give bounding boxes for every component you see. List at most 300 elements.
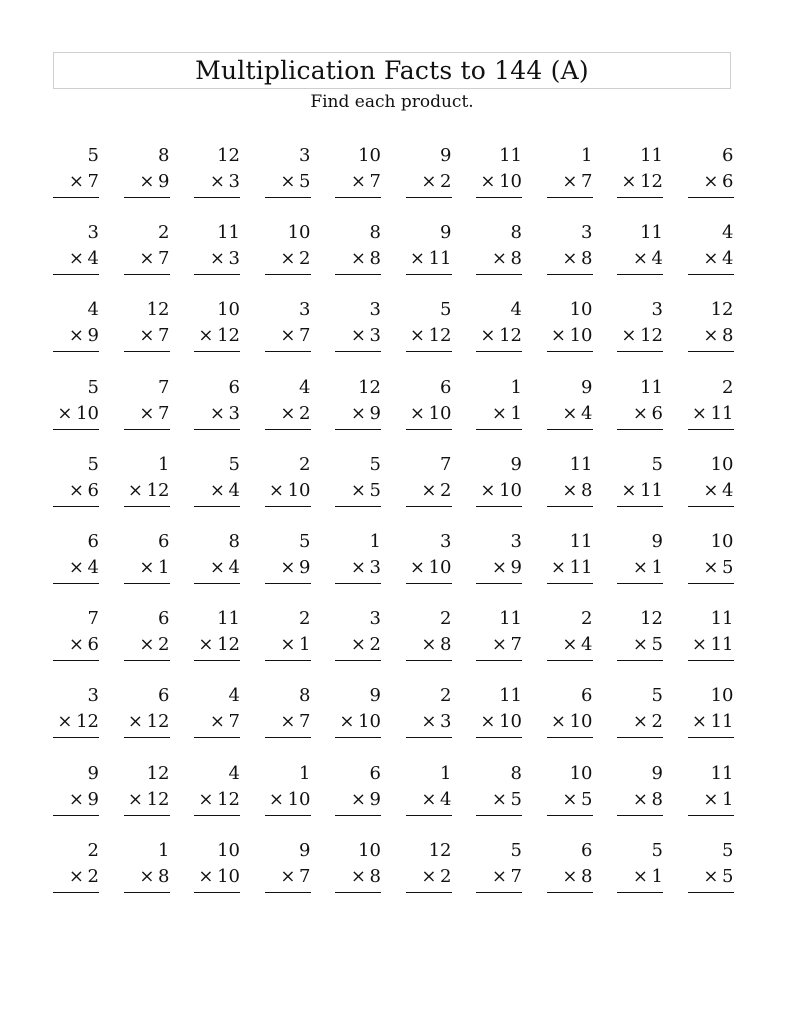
multiplicand: 6 <box>228 376 240 398</box>
answer-line <box>547 815 593 816</box>
answer-line <box>406 506 452 507</box>
answer-line <box>476 506 522 507</box>
answer-line <box>406 815 452 816</box>
multiplier: × 11 <box>550 557 593 578</box>
problem-item <box>406 685 452 745</box>
multiplier: × 7 <box>491 634 522 656</box>
multiplicand: 3 <box>440 531 452 552</box>
multiplicand: 7 <box>158 376 170 398</box>
problem-item <box>335 377 381 437</box>
multiplicand: 8 <box>158 145 170 166</box>
multiplier: × 2 <box>280 402 311 424</box>
multiplier: × 7 <box>280 711 311 733</box>
answer-line <box>547 660 593 661</box>
answer-line <box>335 197 381 198</box>
problem-item <box>547 377 593 437</box>
problem-item <box>406 763 452 823</box>
multiplicand: 1 <box>158 839 170 861</box>
problem-item <box>53 763 99 823</box>
problem-item <box>688 763 734 823</box>
worksheet-title: Multiplication Facts to 144 (A) <box>53 52 731 89</box>
multiplier: × 12 <box>621 171 663 192</box>
answer-line <box>53 815 99 816</box>
multiplicand: 11 <box>499 685 522 707</box>
multiplier: × 7 <box>139 325 170 347</box>
problem-item <box>53 840 99 900</box>
answer-line <box>547 274 593 275</box>
multiplicand: 3 <box>299 299 311 321</box>
problem-item <box>265 454 311 514</box>
multiplicand: 1 <box>510 376 522 398</box>
multiplier: × 6 <box>68 634 99 656</box>
multiplicand: 11 <box>499 608 522 630</box>
multiplicand: 12 <box>428 839 452 861</box>
problem-item <box>194 222 240 282</box>
multiplier: × 6 <box>632 402 663 424</box>
multiplier: × 2 <box>68 865 99 887</box>
multiplicand: 7 <box>87 608 99 630</box>
problem-item <box>335 222 381 282</box>
multiplicand: 5 <box>651 453 663 475</box>
problem-item <box>194 685 240 745</box>
answer-line <box>688 815 734 816</box>
problem-item <box>265 222 311 282</box>
answer-line <box>265 274 311 275</box>
multiplicand: 12 <box>640 608 663 630</box>
answer-line <box>617 274 663 275</box>
problem-item <box>547 222 593 282</box>
answer-line <box>688 274 734 275</box>
multiplicand: 10 <box>217 839 240 861</box>
multiplier: × 7 <box>209 711 240 733</box>
answer-line <box>335 660 381 661</box>
problem-item <box>335 531 381 591</box>
problem-item <box>194 454 240 514</box>
answer-line <box>53 737 99 738</box>
problem-item <box>124 222 170 282</box>
multiplier: × 5 <box>280 171 311 192</box>
answer-line <box>406 737 452 738</box>
answer-line <box>194 197 240 198</box>
multiplier: × 11 <box>691 634 734 656</box>
answer-line <box>476 351 522 352</box>
multiplicand: 9 <box>369 685 381 707</box>
multiplicand: 9 <box>651 762 663 784</box>
answer-line <box>124 660 170 661</box>
answer-line <box>688 429 734 430</box>
problem-item <box>124 299 170 359</box>
problem-item <box>124 377 170 437</box>
answer-line <box>124 892 170 893</box>
problem-item <box>617 377 663 437</box>
multiplicand: 1 <box>369 531 381 552</box>
multiplier: × 9 <box>68 788 99 810</box>
multiplicand: 6 <box>440 376 452 398</box>
problem-item <box>53 299 99 359</box>
answer-line <box>335 815 381 816</box>
answer-line <box>265 892 311 893</box>
multiplier: × 1 <box>491 402 522 424</box>
problem-item <box>194 531 240 591</box>
multiplier: × 5 <box>491 788 522 810</box>
multiplicand: 8 <box>510 762 522 784</box>
multiplicand: 10 <box>287 222 311 244</box>
multiplicand: 5 <box>299 531 311 552</box>
answer-line <box>547 351 593 352</box>
multiplicand: 4 <box>228 685 240 707</box>
problem-item <box>53 145 99 205</box>
multiplicand: 5 <box>369 453 381 475</box>
problem-item <box>124 454 170 514</box>
answer-line <box>53 583 99 584</box>
multiplier: × 4 <box>632 248 663 270</box>
problem-item <box>194 299 240 359</box>
problem-item <box>617 840 663 900</box>
multiplicand: 10 <box>710 685 734 707</box>
answer-line <box>476 274 522 275</box>
multiplier: × 8 <box>562 865 593 887</box>
answer-line <box>194 583 240 584</box>
problem-item <box>406 454 452 514</box>
multiplicand: 6 <box>87 531 99 552</box>
answer-line <box>265 506 311 507</box>
answer-line <box>406 351 452 352</box>
problem-item <box>406 145 452 205</box>
multiplicand: 11 <box>217 608 240 630</box>
multiplier: × 12 <box>198 634 240 656</box>
multiplier: × 2 <box>632 711 663 733</box>
multiplicand: 6 <box>369 762 381 784</box>
answer-line <box>124 737 170 738</box>
answer-line <box>194 815 240 816</box>
answer-line <box>53 274 99 275</box>
multiplicand: 10 <box>710 453 734 475</box>
multiplier: × 10 <box>480 711 522 733</box>
problem-item <box>406 531 452 591</box>
multiplier: × 5 <box>562 788 593 810</box>
multiplicand: 9 <box>440 145 452 166</box>
problem-item <box>688 454 734 514</box>
multiplicand: 5 <box>510 839 522 861</box>
multiplier: × 4 <box>209 479 240 501</box>
multiplier: × 10 <box>268 788 311 810</box>
multiplier: × 4 <box>562 634 593 656</box>
multiplier: × 7 <box>491 865 522 887</box>
problem-item <box>617 531 663 591</box>
problem-item <box>406 377 452 437</box>
problem-item <box>617 454 663 514</box>
multiplicand: 1 <box>440 762 452 784</box>
problem-item <box>335 840 381 900</box>
multiplier: × 2 <box>421 171 452 192</box>
multiplicand: 11 <box>569 453 593 475</box>
multiplicand: 2 <box>440 685 452 707</box>
answer-line <box>335 737 381 738</box>
multiplicand: 2 <box>87 839 99 861</box>
answer-line <box>476 197 522 198</box>
multiplicand: 4 <box>228 762 240 784</box>
problem-item <box>688 531 734 591</box>
multiplier: × 11 <box>621 479 663 501</box>
problem-item <box>547 454 593 514</box>
multiplier: × 8 <box>562 479 593 501</box>
problem-item <box>265 685 311 745</box>
multiplier: × 9 <box>350 402 381 424</box>
multiplicand: 11 <box>640 222 663 244</box>
multiplier: × 11 <box>691 402 734 424</box>
answer-line <box>617 351 663 352</box>
multiplier: × 10 <box>268 479 311 501</box>
multiplicand: 8 <box>299 685 311 707</box>
answer-line <box>265 660 311 661</box>
problem-item <box>194 840 240 900</box>
multiplier: × 11 <box>691 711 734 733</box>
answer-line <box>265 351 311 352</box>
multiplicand: 4 <box>87 299 99 321</box>
answer-line <box>688 351 734 352</box>
answer-line <box>265 583 311 584</box>
multiplier: × 3 <box>209 171 240 192</box>
multiplier: × 3 <box>350 557 381 578</box>
multiplicand: 4 <box>722 222 734 244</box>
multiplier: × 4 <box>421 788 452 810</box>
problem-item <box>53 531 99 591</box>
problem-item <box>335 608 381 668</box>
multiplier: × 6 <box>703 171 734 192</box>
problem-item <box>476 377 522 437</box>
multiplier: × 5 <box>703 557 734 578</box>
multiplier: × 10 <box>409 557 452 578</box>
multiplier: × 3 <box>421 711 452 733</box>
multiplicand: 2 <box>722 376 734 398</box>
multiplier: × 1 <box>703 788 734 810</box>
multiplier: × 10 <box>409 402 452 424</box>
problem-item <box>688 685 734 745</box>
problem-item <box>547 840 593 900</box>
multiplier: × 2 <box>350 634 381 656</box>
problem-item <box>53 608 99 668</box>
answer-line <box>688 892 734 893</box>
multiplier: × 12 <box>127 788 170 810</box>
problem-item <box>547 685 593 745</box>
problem-item <box>265 608 311 668</box>
problem-item <box>476 454 522 514</box>
multiplier: × 7 <box>139 402 170 424</box>
multiplicand: 5 <box>651 839 663 861</box>
multiplier: × 7 <box>562 171 593 192</box>
problem-item <box>617 685 663 745</box>
problem-item <box>476 531 522 591</box>
multiplicand: 1 <box>299 762 311 784</box>
answer-line <box>547 583 593 584</box>
answer-line <box>476 660 522 661</box>
multiplier: × 4 <box>209 557 240 578</box>
problem-item <box>476 145 522 205</box>
multiplier: × 12 <box>480 325 522 347</box>
problem-item <box>194 377 240 437</box>
problem-item <box>617 608 663 668</box>
problem-item <box>194 608 240 668</box>
answer-line <box>265 429 311 430</box>
problem-item <box>476 685 522 745</box>
answer-line <box>124 506 170 507</box>
multiplicand: 8 <box>510 222 522 244</box>
problem-item <box>476 840 522 900</box>
multiplier: × 4 <box>562 402 593 424</box>
multiplier: × 2 <box>421 479 452 501</box>
multiplicand: 9 <box>87 762 99 784</box>
problem-item <box>53 454 99 514</box>
answer-line <box>476 815 522 816</box>
answer-line <box>53 660 99 661</box>
problem-item <box>335 145 381 205</box>
problem-item <box>124 763 170 823</box>
answer-line <box>688 197 734 198</box>
multiplier: × 8 <box>491 248 522 270</box>
answer-line <box>335 892 381 893</box>
problem-item <box>688 840 734 900</box>
answer-line <box>617 737 663 738</box>
answer-line <box>335 506 381 507</box>
problem-item <box>688 299 734 359</box>
multiplicand: 5 <box>722 839 734 861</box>
problem-item <box>265 531 311 591</box>
multiplier: × 1 <box>139 557 170 578</box>
multiplicand: 11 <box>710 608 734 630</box>
multiplier: × 9 <box>139 171 170 192</box>
problem-item <box>617 222 663 282</box>
multiplicand: 3 <box>581 222 593 244</box>
multiplier: × 7 <box>139 248 170 270</box>
multiplier: × 10 <box>550 711 593 733</box>
answer-line <box>194 892 240 893</box>
answer-line <box>265 197 311 198</box>
multiplicand: 12 <box>710 299 734 321</box>
answer-line <box>53 351 99 352</box>
multiplier: × 4 <box>68 557 99 578</box>
multiplier: × 9 <box>68 325 99 347</box>
problem-item <box>547 299 593 359</box>
multiplicand: 2 <box>299 608 311 630</box>
multiplicand: 12 <box>146 762 170 784</box>
multiplier: × 8 <box>350 248 381 270</box>
problem-item <box>688 145 734 205</box>
answer-line <box>617 429 663 430</box>
multiplier: × 12 <box>198 788 240 810</box>
multiplicand: 9 <box>440 222 452 244</box>
answer-line <box>617 815 663 816</box>
problem-item <box>124 608 170 668</box>
multiplicand: 12 <box>358 376 381 398</box>
problem-item <box>124 531 170 591</box>
answer-line <box>617 660 663 661</box>
problem-item <box>688 608 734 668</box>
multiplicand: 2 <box>158 222 170 244</box>
multiplicand: 3 <box>87 685 99 707</box>
answer-line <box>53 429 99 430</box>
answer-line <box>547 506 593 507</box>
multiplicand: 1 <box>158 453 170 475</box>
answer-line <box>406 197 452 198</box>
multiplier: × 8 <box>703 325 734 347</box>
multiplier: × 9 <box>280 557 311 578</box>
answer-line <box>547 892 593 893</box>
multiplier: × 1 <box>632 865 663 887</box>
multiplicand: 10 <box>710 531 734 552</box>
multiplicand: 6 <box>158 608 170 630</box>
multiplier: × 8 <box>562 248 593 270</box>
multiplicand: 11 <box>640 376 663 398</box>
problem-item <box>265 840 311 900</box>
multiplier: × 12 <box>127 711 170 733</box>
multiplicand: 6 <box>158 685 170 707</box>
answer-line <box>53 892 99 893</box>
multiplier: × 12 <box>57 711 99 733</box>
answer-line <box>406 660 452 661</box>
problem-item <box>547 608 593 668</box>
problem-item <box>617 763 663 823</box>
multiplier: × 4 <box>703 248 734 270</box>
multiplicand: 4 <box>299 376 311 398</box>
multiplier: × 5 <box>703 865 734 887</box>
multiplicand: 11 <box>710 762 734 784</box>
answer-line <box>335 351 381 352</box>
multiplicand: 12 <box>217 145 240 166</box>
problem-item <box>547 145 593 205</box>
answer-line <box>124 197 170 198</box>
multiplier: × 9 <box>491 557 522 578</box>
multiplicand: 5 <box>228 453 240 475</box>
answer-line <box>688 660 734 661</box>
multiplier: × 3 <box>209 402 240 424</box>
multiplicand: 5 <box>87 145 99 166</box>
answer-line <box>617 583 663 584</box>
answer-line <box>265 815 311 816</box>
multiplier: × 12 <box>409 325 452 347</box>
multiplicand: 5 <box>87 453 99 475</box>
multiplicand: 3 <box>651 299 663 321</box>
multiplier: × 12 <box>127 479 170 501</box>
multiplicand: 5 <box>440 299 452 321</box>
multiplier: × 10 <box>480 479 522 501</box>
problem-item <box>688 222 734 282</box>
problem-item <box>547 531 593 591</box>
problem-item <box>335 454 381 514</box>
answer-line <box>476 429 522 430</box>
multiplier: × 12 <box>621 325 663 347</box>
worksheet-instructions: Find each product. <box>310 92 474 112</box>
multiplicand: 10 <box>569 762 593 784</box>
problem-item <box>265 145 311 205</box>
multiplier: × 1 <box>280 634 311 656</box>
multiplier: × 8 <box>350 865 381 887</box>
multiplier: × 11 <box>409 248 452 270</box>
answer-line <box>476 583 522 584</box>
answer-line <box>406 892 452 893</box>
multiplier: × 7 <box>280 325 311 347</box>
answer-line <box>53 506 99 507</box>
multiplicand: 9 <box>581 376 593 398</box>
multiplicand: 2 <box>581 608 593 630</box>
answer-line <box>124 583 170 584</box>
answer-line <box>335 583 381 584</box>
multiplier: × 6 <box>68 479 99 501</box>
answer-line <box>406 429 452 430</box>
problem-item <box>53 222 99 282</box>
answer-line <box>124 274 170 275</box>
answer-line <box>688 506 734 507</box>
multiplier: × 5 <box>350 479 381 501</box>
